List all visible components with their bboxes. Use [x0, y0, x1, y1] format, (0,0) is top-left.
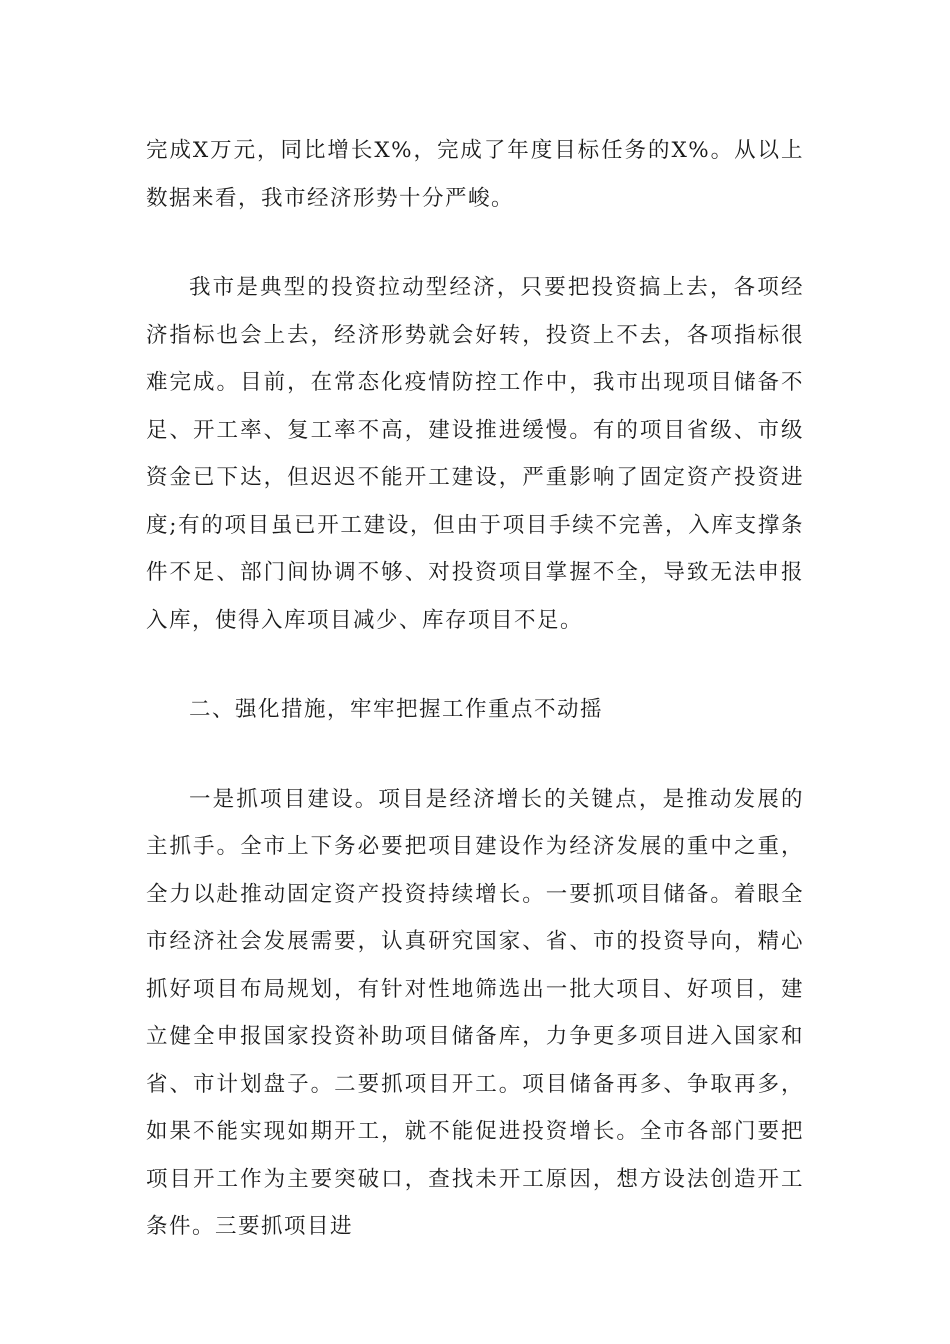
section-heading: 二、强化措施，牢牢把握工作重点不动摇 [189, 697, 604, 722]
paragraph-investment-economy: 我市是典型的投资拉动型经济，只要把投资搞上去，各项经济指标也会上去，经济形势就会好转，投资上不去，各项指标很难完成。目前，在常态化疫情防控工作中，我市出现项目储备不足、开工率、复工率不高，建设推进缓慢。有的项目省级、市级资金已下达，但迟迟不能开工建设，严重影响了固定资产投资进度;有的项目虽已开工建设，但由于项目手续不完善，入库支撑条件不足、部门间协调不够、对投资项目掌握不全，导致无法申报入库，使得入库项目减少、库存项目不足。 [146, 275, 804, 633]
paragraph-continuation: 完成X万元，同比增长X%，完成了年度目标任务的X%。从以上数据来看，我市经济形势十分严峻。 [146, 138, 804, 211]
document-body [146, 127, 804, 1293]
paragraph-project-construction: 一是抓项目建设。项目是经济增长的关键点，是推动发展的主抓手。全市上下务必要把项目建设作为经济发展的重中之重，全力以赴推动固定资产投资持续增长。一要抓项目储备。着眼全市经济社会发展需要，认真研究国家、省、市的投资导向，精心抓好项目布局规划，有针对性地筛选出一批大项目、好项目，建立健全申报国家投资补助项目储备库，力争更多项目进入国家和省、市计划盘子。二要抓项目开工。项目储备再多、争取再多，如果不能实现如期开工，就不能促进投资增长。全市各部门要把项目开工作为主要突破口，查找未开工原因，想方设法创造开工条件。三要抓项目进 [146, 786, 804, 1239]
